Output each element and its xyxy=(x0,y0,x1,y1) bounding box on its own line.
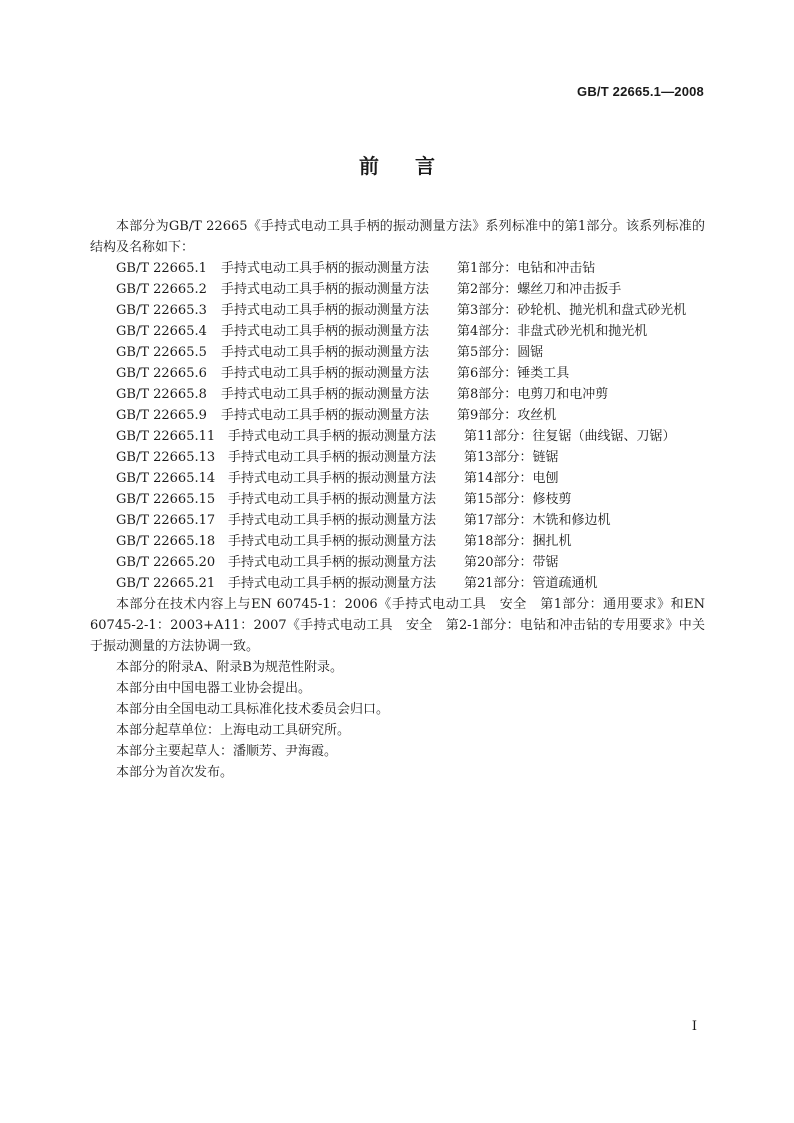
list-item xyxy=(90,363,705,384)
proposer-paragraph: 本部分由中国电器工业协会提出。 xyxy=(116,681,312,696)
part-code: GB/T 22665.21 xyxy=(116,576,216,591)
part-name: 第3部分：砂轮机、抛光机和盘式砂光机 xyxy=(457,303,687,318)
document-body xyxy=(90,216,705,783)
drafting-unit-paragraph: 本部分起草单位：上海电动工具研究所。 xyxy=(116,723,351,738)
part-name: 第2部分：螺丝刀和冲击扳手 xyxy=(457,282,622,297)
part-name: 第13部分：链锯 xyxy=(464,450,559,465)
part-code: GB/T 22665.20 xyxy=(116,555,216,570)
part-title: 手持式电动工具手柄的振动测量方法 xyxy=(228,513,437,528)
list-item xyxy=(90,489,705,510)
list-item xyxy=(90,258,705,279)
part-title: 手持式电动工具手柄的振动测量方法 xyxy=(221,261,430,276)
part-code: GB/T 22665.11 xyxy=(116,429,216,444)
page-number: I xyxy=(691,1019,697,1034)
part-title: 手持式电动工具手柄的振动测量方法 xyxy=(221,345,430,360)
part-title: 手持式电动工具手柄的振动测量方法 xyxy=(221,303,430,318)
list-item xyxy=(90,552,705,573)
part-code: GB/T 22665.4 xyxy=(116,324,207,339)
part-name: 第4部分：非盘式砂光机和抛光机 xyxy=(457,324,648,339)
list-item xyxy=(90,342,705,363)
part-title: 手持式电动工具手柄的振动测量方法 xyxy=(221,282,430,297)
list-item xyxy=(90,384,705,405)
list-item xyxy=(90,573,705,594)
committee-paragraph: 本部分由全国电动工具标准化技术委员会归口。 xyxy=(116,702,390,717)
intro-paragraph: 本部分为GB/T 22665《手持式电动工具手柄的振动测量方法》系列标准中的第1部分。该系列标准的结构及名称如下： xyxy=(90,219,705,255)
part-title: 手持式电动工具手柄的振动测量方法 xyxy=(228,429,437,444)
page-title: 前言 xyxy=(359,154,471,178)
part-name: 第20部分：带锯 xyxy=(464,555,559,570)
parts-list xyxy=(90,258,705,594)
part-title: 手持式电动工具手柄的振动测量方法 xyxy=(221,408,430,423)
list-item xyxy=(90,405,705,426)
list-item xyxy=(90,321,705,342)
part-title: 手持式电动工具手柄的振动测量方法 xyxy=(228,576,437,591)
list-item xyxy=(90,531,705,552)
part-code: GB/T 22665.6 xyxy=(116,366,207,381)
list-item xyxy=(90,510,705,531)
part-title: 手持式电动工具手柄的振动测量方法 xyxy=(228,450,437,465)
part-name: 第8部分：电剪刀和电冲剪 xyxy=(457,387,609,402)
part-title: 手持式电动工具手柄的振动测量方法 xyxy=(228,555,437,570)
part-code: GB/T 22665.14 xyxy=(116,471,216,486)
list-item xyxy=(90,426,705,447)
list-item xyxy=(90,300,705,321)
part-code: GB/T 22665.2 xyxy=(116,282,207,297)
list-item xyxy=(90,468,705,489)
part-name: 第17部分：木铣和修边机 xyxy=(464,513,611,528)
part-name: 第11部分：往复锯（曲线锯、刀锯） xyxy=(464,429,676,444)
part-title: 手持式电动工具手柄的振动测量方法 xyxy=(228,471,437,486)
harmonization-paragraph: 本部分在技术内容上与EN 60745-1：2006《手持式电动工具 安全 第1部分：通用要求》和EN 60745-2-1：2003+A11：2007《手持式电动工具 安全 第2-1部分：电钻和冲击钻的专用要求》中关于振动测量的方法协调一致。 xyxy=(90,597,705,654)
part-title: 手持式电动工具手柄的振动测量方法 xyxy=(221,366,430,381)
part-name: 第5部分：圆锯 xyxy=(457,345,544,360)
part-title: 手持式电动工具手柄的振动测量方法 xyxy=(228,534,437,549)
standard-number: GB/T 22665.1—2008 xyxy=(577,84,704,99)
part-code: GB/T 22665.15 xyxy=(116,492,216,507)
part-code: GB/T 22665.13 xyxy=(116,450,216,465)
list-item xyxy=(90,279,705,300)
part-title: 手持式电动工具手柄的振动测量方法 xyxy=(228,492,437,507)
part-name: 第6部分：锤类工具 xyxy=(457,366,570,381)
part-code: GB/T 22665.9 xyxy=(116,408,207,423)
part-code: GB/T 22665.18 xyxy=(116,534,216,549)
part-name: 第9部分：攻丝机 xyxy=(457,408,557,423)
part-title: 手持式电动工具手柄的振动测量方法 xyxy=(221,324,430,339)
part-code: GB/T 22665.8 xyxy=(116,387,207,402)
list-item xyxy=(90,447,705,468)
part-name: 第18部分：捆扎机 xyxy=(464,534,572,549)
part-name: 第15部分：修枝剪 xyxy=(464,492,572,507)
part-code: GB/T 22665.3 xyxy=(116,303,207,318)
part-name: 第1部分：电钻和冲击钻 xyxy=(457,261,596,276)
part-title: 手持式电动工具手柄的振动测量方法 xyxy=(221,387,430,402)
part-name: 第14部分：电刨 xyxy=(464,471,559,486)
drafters-paragraph: 本部分主要起草人：潘顺芳、尹海霞。 xyxy=(116,744,338,759)
annex-paragraph: 本部分的附录A、附录B为规范性附录。 xyxy=(116,660,343,675)
part-code: GB/T 22665.1 xyxy=(116,261,207,276)
part-code: GB/T 22665.5 xyxy=(116,345,207,360)
part-code: GB/T 22665.17 xyxy=(116,513,216,528)
part-name: 第21部分：管道疏通机 xyxy=(464,576,598,591)
first-release-paragraph: 本部分为首次发布。 xyxy=(116,765,234,780)
